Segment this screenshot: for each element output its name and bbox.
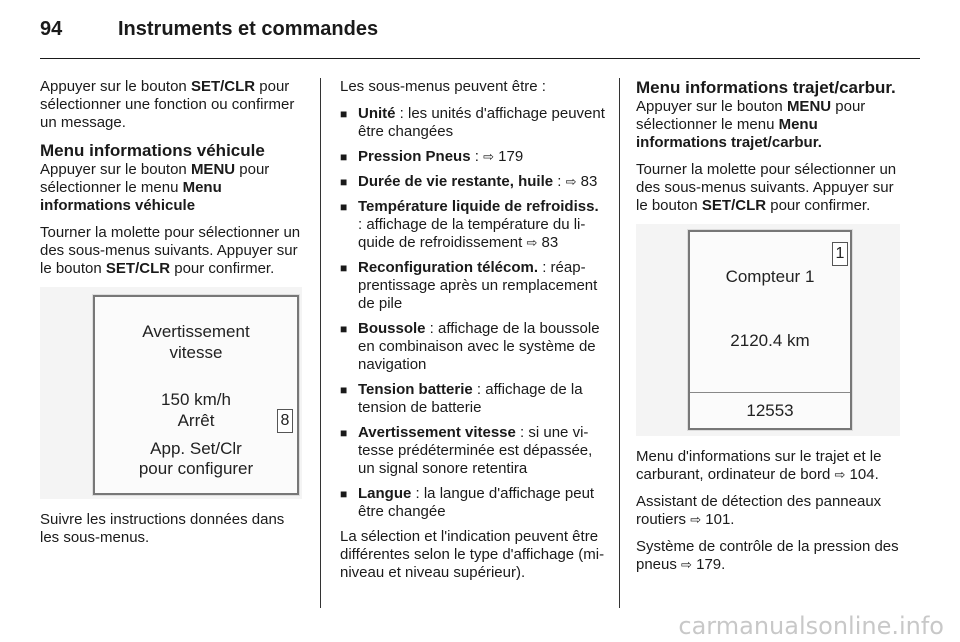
page-ref: 83 [580,173,598,190]
bullet-icon: ■ [340,383,348,397]
text: pour sélectionner le menu [636,98,866,133]
text: . [874,466,879,483]
text: Appuyer sur le bouton [636,98,787,115]
trip-value: 2120.4 km [730,331,810,350]
page-number: 94 [40,18,63,40]
text: pour confirmer. [766,197,871,214]
submenu-list [340,105,606,521]
text: Appuyer sur le bouton [40,78,191,95]
section-heading-vehicle-info: Menu informations véhicule [40,141,265,160]
text: Assistant de détection des panneaux routiers [636,493,882,528]
intro-paragraph [40,78,306,132]
page-ref-arrow-icon: ⇨ [681,557,692,572]
text: Tourner la molette pour sélectionner un des sous-menus suivants. Appuyer sur le bouton [40,224,301,277]
item-text: : affichage de la température du liquide de refroidissement [358,216,586,251]
bullet-icon: ■ [340,426,348,440]
text: pour confirmer. [170,260,275,277]
item-text: : [470,148,484,165]
item-label: Reconfiguration télécom. [358,259,539,276]
set-clr-label: SET/CLR [701,197,767,214]
page-ref-arrow-icon: ⇨ [834,467,846,482]
menu-name: Menu informations véhicule [40,179,222,214]
item-label: Boussole [358,320,426,337]
display-screen [93,295,299,495]
item-label: Langue [358,485,412,502]
text: pour sélectionner le menu [40,161,270,196]
display-line: Avertissement [142,322,250,341]
paragraph [636,448,902,484]
page-ref-arrow-icon: ⇨ [690,512,702,527]
set-clr-label: SET/CLR [105,260,171,277]
item-text: : affichage de la boussole en combinaison avec le système de navigation [358,320,600,373]
list-item [340,148,606,166]
page-ref: 179 [696,556,722,573]
page-ref: 101 [705,511,731,528]
text: Tourner la molette pour sélectionner un des sous-menus suivants. Appuyer sur le bouton [636,161,897,214]
trip-computer-display-figure [636,224,900,436]
segment-badge: 8 [277,409,293,433]
watermark: carmanualsonline.info [678,612,944,640]
page-ref-arrow-icon: ⇨ [565,174,577,189]
item-text: : si une vitesse prédéterminée est dépassée, un signal sonore retentira [358,424,593,477]
page-header [40,18,920,58]
menu-label: MENU [190,161,236,178]
list-item [340,105,606,141]
bullet-icon: ■ [340,107,348,121]
menu-label: MENU [786,98,832,115]
display-divider [690,392,850,393]
paragraph [636,493,902,529]
item-label: Tension batterie [358,381,473,398]
page-ref: 83 [541,234,559,251]
display-line: pour configurer [138,459,254,478]
item-text: : la langue d'affichage peut être changée [358,485,595,520]
item-text: : les unités d'affichage peuvent être changées [358,105,605,140]
list-item [340,381,606,417]
set-clr-label: SET/CLR [190,78,256,95]
speed-warning-display-figure [40,287,302,499]
text: Système de contrôle de la pression des pneus [636,538,899,573]
paragraph [636,98,902,152]
segment-badge: 1 [832,242,848,266]
display-line: 150 km/h [161,390,231,409]
list-item [340,198,606,252]
bullet-icon: ■ [340,175,348,189]
item-text: : affichage de la tension de batterie [358,381,583,416]
column-2 [340,78,606,591]
display-line: vitesse [169,343,223,362]
paragraph [40,224,306,278]
list-item [340,485,606,521]
bullet-icon: ■ [340,487,348,501]
section-heading-trip-fuel: Menu informations trajet/carbur. [636,78,896,97]
list-item [340,424,606,478]
page-title: Instruments et commandes [118,18,379,40]
odometer-value: 12553 [746,401,794,420]
page-ref-arrow-icon: ⇨ [526,235,538,250]
text: pour sélectionner une fonction ou confirmer un message. [40,78,295,131]
display-line: App. Set/Clr [150,439,242,458]
page-ref-arrow-icon: ⇨ [483,149,494,164]
item-label: Unité [358,105,396,122]
bullet-icon: ■ [340,200,348,214]
display-screen [688,230,852,430]
list-item [340,320,606,374]
page-ref: 179 [498,148,524,165]
page-ref: 104 [849,466,875,483]
display-line: Arrêt [177,411,215,430]
item-label: Durée de vie restante, huile [358,173,554,190]
text: . [721,556,726,573]
paragraph: La sélection et l'indication peuvent être différentes selon le type d'affichage (mi-niveau et niveau supérieur). [340,528,605,581]
menu-name: Menu informations trajet/carbur. [636,116,822,151]
paragraph [40,161,306,215]
item-text: : [553,173,566,190]
text: Appuyer sur le bouton [40,161,191,178]
trip-title: Compteur 1 [725,267,815,286]
item-label: Température liquide de refroidiss. [358,198,599,215]
column-1 [40,78,306,556]
list-item [340,173,606,191]
bullet-icon: ■ [340,322,348,336]
item-text: : réapprentissage après un remplacement de pile [358,259,598,312]
column-divider-2 [619,78,620,608]
text: . [730,511,735,528]
submenu-intro: Les sous-menus peuvent être : [340,78,546,95]
column-divider-1 [320,78,321,608]
item-label: Pression Pneus [358,148,471,165]
paragraph [636,161,902,215]
item-label: Avertissement vitesse [358,424,516,441]
bullet-icon: ■ [340,150,348,164]
column-3 [636,78,902,583]
bullet-icon: ■ [340,261,348,275]
paragraph: Suivre les instructions données dans les sous-menus. [40,511,285,546]
list-item [340,259,606,313]
paragraph [636,538,902,574]
header-rule [40,58,920,59]
text: Menu d'informations sur le trajet et le carburant, ordinateur de bord [636,448,882,483]
